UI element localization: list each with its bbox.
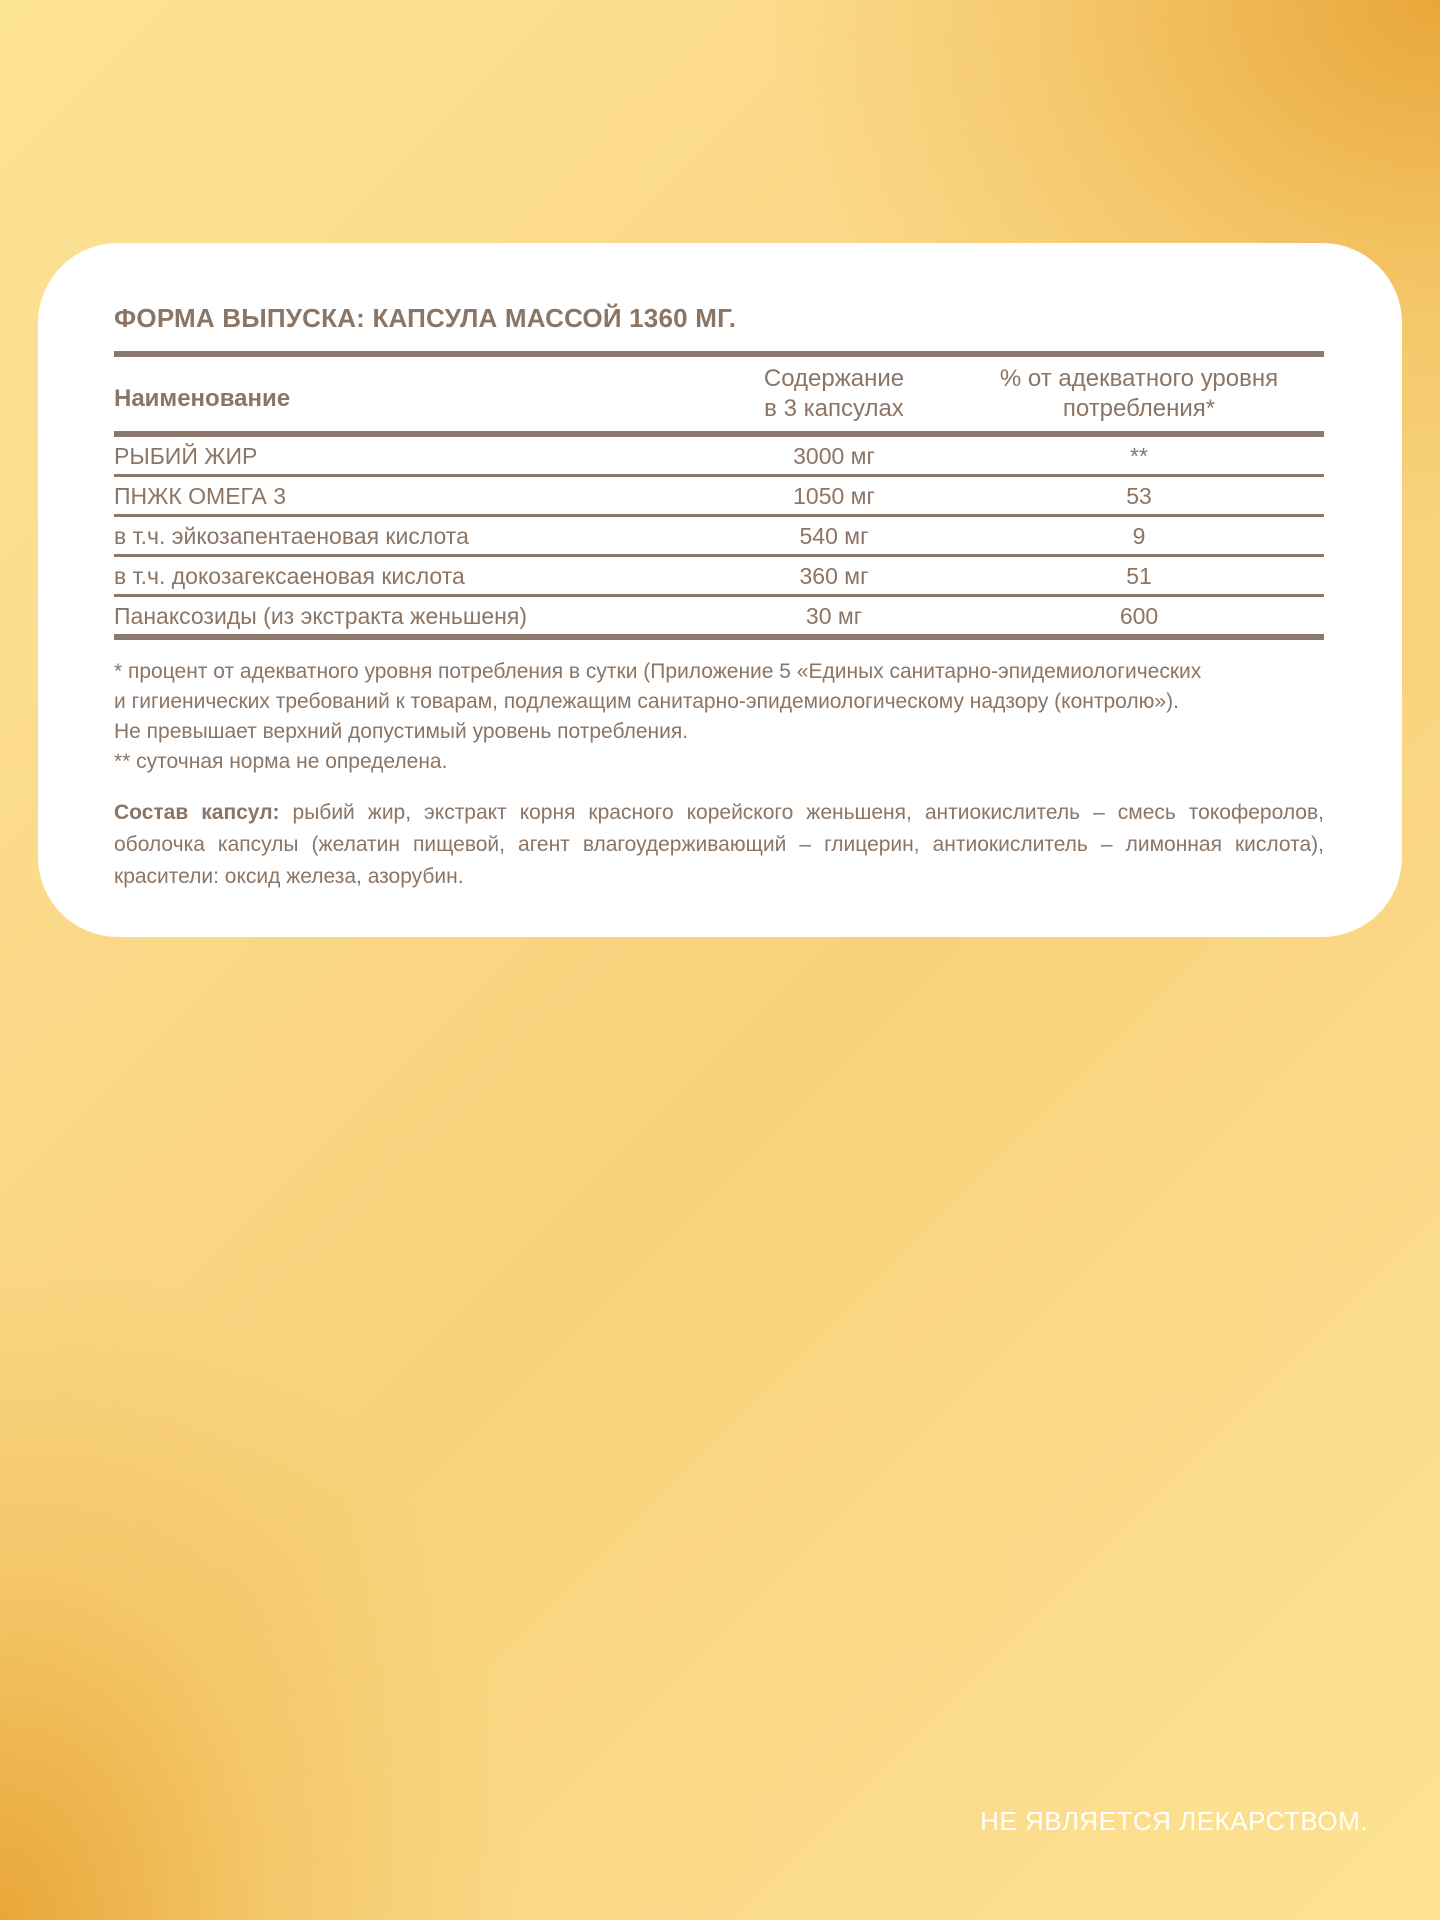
footnote-line: ** суточная норма не определена. [114,750,448,773]
row-name: в т.ч. докозагексаеновая кислота [114,562,465,589]
header-amount-line1: Содержание [763,365,905,392]
table-row [114,596,1324,638]
row-percent: 53 [1126,482,1152,509]
table-row [114,516,1324,556]
row-name: РЫБИЙ ЖИР [114,442,258,469]
footnotes [114,657,1324,777]
row-percent: 600 [1119,602,1159,629]
row-name: ПНЖК ОМЕГА 3 [114,482,286,509]
header-percent-line2: потребления* [1062,395,1216,422]
table-row [114,556,1324,596]
composition-label: Состав капсул: [114,801,280,824]
header-percent [954,354,1324,434]
capsule-composition [114,797,1324,893]
row-name: в т.ч. эйкозапентаеновая кислота [114,522,469,549]
footnote-line: и гигиенических требований к товарам, подлежащим санитарно-эпидемиологическому надзору (контролю»). [114,690,1179,713]
header-amount-line2: в 3 капсулах [764,395,904,422]
not-a-medicine-disclaimer: НЕ ЯВЛЯЕТСЯ ЛЕКАРСТВОМ. [980,1806,1368,1836]
row-percent: ** [1130,442,1148,469]
header-percent-line1: % от адекватного уровня [999,365,1279,392]
row-amount: 3000 мг [793,442,875,469]
header-amount [714,354,954,434]
footnote-line: * процент от адекватного уровня потребления в сутки (Приложение 5 «Единых санитарно-эпидемиологических [114,660,1202,683]
row-amount: 30 мг [805,602,863,629]
table-row [114,434,1324,476]
info-card [38,243,1402,937]
footnote-line: Не превышает верхний допустимый уровень потребления. [114,720,689,743]
row-amount: 1050 мг [793,482,875,509]
table-header-row [114,354,1324,434]
row-percent: 9 [1132,522,1146,549]
row-amount: 540 мг [799,522,869,549]
release-form-title: ФОРМА ВЫПУСКА: КАПСУЛА МАССОЙ 1360 МГ. [114,303,737,333]
header-name: Наименование [114,384,291,412]
row-amount: 360 мг [799,562,869,589]
composition-text: рыбий жир, экстракт корня красного корейского женьшеня, антиокислитель – смесь токоферолов, оболочка капсулы (желатин пищевой, агент влагоудерживающий – глицерин, антиокислитель – лимонная кислота), красители: оксид железа, азорубин. [114,801,1324,888]
row-name: Панаксозиды (из экстракта женьшеня) [114,602,527,629]
row-percent: 51 [1126,562,1152,589]
table-row [114,476,1324,516]
nutrition-table [114,351,1324,640]
